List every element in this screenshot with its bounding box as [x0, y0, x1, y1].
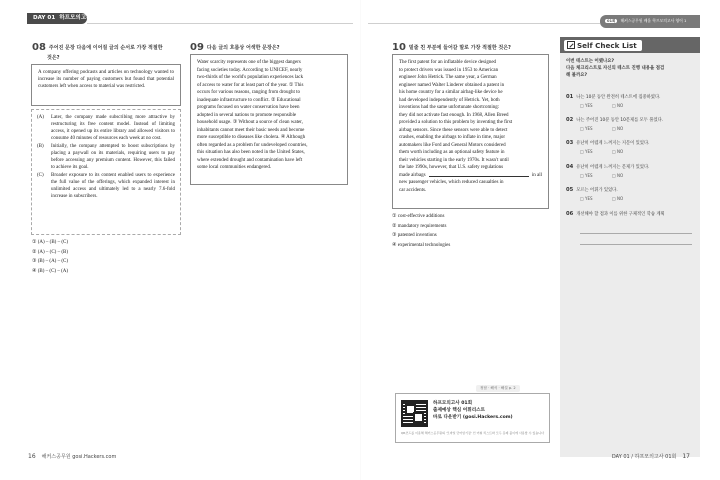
pencil-checkbox-icon — [567, 41, 575, 49]
q10-number: 10 — [392, 42, 406, 53]
no-checkbox[interactable]: □ NO — [612, 102, 624, 108]
q10-passage-box: The first patent for an inflatable device designed to protect drivers was issued in 1953 to American engineer John Hetrick. The same year, a German engineer named Walter Linderer obtained a patent in his home country for a similar airbag-like device he had developed independently of Hetrick. Yet, both inventions had the same unfortunate shortcoming: they did not activate fast enough. In 1968, Allen Breed provided a solution to this problem by inventing the first airbag sensors. Since these sensors were able to detect crashes, enabling the airbags to inflate in time, major automakers like Ford and General Motors considered them worth including as an optional safety feature in their vehicles starting in the early 1970s. It wasn't until the late 1990s, however, that U.S. safety regulations made airbags in all new passenger vehicles, which reduced casualties in car accidents. — [392, 54, 549, 209]
checklist-header — [560, 37, 700, 53]
qr-code-icon[interactable] — [401, 400, 428, 427]
checklist-intro: 이번 테스트는 어땠나요? 다음 체크리스트로 자신의 테스트 진행 내용을 점검 해 볼까요? — [566, 59, 665, 78]
qr-line2: 출제예상 핵심 어휘리스트 — [433, 408, 486, 413]
day-label: DAY 01 — [33, 15, 56, 21]
day-title: 하프모의고사 01회 — [59, 15, 107, 21]
q08-given-box — [31, 64, 181, 106]
q09-passage-box: Water scarcity represents one of the biggest dangers facing societies today. According to UNICEF, nearly two-thirds of the world's population experiences lack of access to water for at least part of the year. ① This occurs for various reasons, ranging from drought to inadequate infrastructure to conflict. ② Educational programs focused on water conservation have been adopted in several nations to promote responsible household usage. ③ Without a source of clean water, inhabitants cannot meet their basic needs and become more susceptible to diseases like cholera. ④ Although often regarded as a problem for undeveloped countries, this situation has also been noted in the United States, where extended drought and contamination have left some local communities endangered. — [190, 54, 348, 185]
right-header-title: 해커스공무원 배움 학프모의고사 영어 1 — [620, 18, 687, 23]
checklist-item-03: 03 유난히 어렵게 느껴지는 지문이 있었다. □ YES □ NO — [566, 140, 650, 154]
q08-option-3[interactable]: ③ (B) – (A) – (C) — [32, 259, 69, 264]
q10-options — [392, 212, 542, 250]
round-badge: 01회 — [607, 19, 616, 23]
footer-left-text: 해커스공무원 gosi.Hackers.com — [41, 454, 117, 460]
yes-checkbox[interactable]: □ YES — [580, 125, 593, 131]
q09-heading — [190, 41, 350, 55]
q08-given-text: A company offering podcasts and articles on technology wanted to increase its number of paying customers but found that potential customers left when access to material was restricted. — [38, 70, 174, 89]
writing-line[interactable] — [580, 233, 692, 234]
q08-options — [32, 238, 152, 276]
qr-note: QR코드를 이용해 해커스공무원의 '모바일 단어암기장' 인 어휘 리스트와 모두 문제 풀이에 사용할 수 있습니다 — [401, 431, 545, 435]
page-number-right: 17 — [682, 453, 690, 460]
self-check-list — [560, 37, 700, 457]
q08-prompt-line1: 주어진 문장 다음에 이어질 글의 순서로 가장 적절한 — [48, 45, 163, 51]
page-gutter — [360, 0, 361, 480]
q10-blank — [429, 172, 529, 178]
q10-option-3[interactable]: ③ patented inventions — [392, 233, 437, 238]
q08-sequence-box — [31, 109, 181, 235]
footer-right — [612, 453, 690, 461]
yes-checkbox[interactable]: □ YES — [580, 102, 593, 108]
q08-item-b: (B) Initially, the company attempted to boost subscriptions by placing a paywall on its materials, requiring users to pay before accessing any premium content. However, this failed to achieve its goal. — [37, 144, 175, 170]
q10-prompt: 밑줄 친 부분에 들어갈 말로 가장 적절한 것은? — [408, 45, 511, 51]
no-checkbox[interactable]: □ NO — [612, 148, 624, 154]
q08-item-a: (A) Later, the company made subscribing more attractive by restructuring its free content model. Instead of limiting access, it opened up its entire library and allowed visitors to consume 40 minutes of resources each week at no cost. — [37, 115, 175, 141]
checklist-title: Self Check List — [564, 40, 642, 51]
q08-option-4[interactable]: ④ (B) – (C) – (A) — [32, 268, 69, 274]
answer-reference: 정답 · 해석 · 해설 p. 2 — [476, 385, 520, 392]
footer-right-text: DAY 01 / 하프모의고사 01회 — [611, 454, 677, 460]
q08-heading — [32, 41, 192, 62]
day-tab — [27, 13, 107, 24]
q10-option-4[interactable]: ④ experimental technologies — [392, 242, 451, 248]
checklist-item-01: 01 나는 10분 동안 완전히 테스트에 집중하였다. □ YES □ NO — [566, 94, 661, 108]
writing-line[interactable] — [580, 244, 692, 245]
q08-item-c: (C) Broader exposure to its content enabled users to experience the full value of the offerings, which expanded interest in unlimited access and ultimately led to a nearly 7.6-fold increase in subscribers. — [37, 173, 175, 199]
yes-checkbox[interactable]: □ YES — [580, 195, 593, 201]
q08-option-2[interactable]: ② (A) – (C) – (B) — [32, 249, 69, 255]
no-checkbox[interactable]: □ NO — [612, 172, 624, 178]
no-checkbox[interactable]: □ NO — [612, 125, 624, 131]
header-rule-left — [87, 23, 353, 24]
q10-option-1[interactable]: ① cost-effective additions — [392, 214, 445, 219]
yes-checkbox[interactable]: □ YES — [580, 172, 593, 178]
q08-option-1[interactable]: ① (A) – (B) – (C) — [32, 240, 69, 245]
header-rule-right — [368, 23, 600, 24]
q10-heading — [392, 41, 557, 55]
qr-download-box[interactable] — [395, 393, 550, 443]
q09-prompt: 다음 글의 흐름상 어색한 문장은? — [206, 45, 280, 51]
checklist-item-04: 04 유난히 어렵게 느껴지는 문제가 있었다. □ YES □ NO — [566, 164, 650, 178]
q09-number: 09 — [190, 42, 204, 53]
checklist-item-06: 06 개선해야 할 점과 이를 위한 구체적인 학습 계획 — [566, 211, 665, 217]
q08-number: 08 — [32, 42, 46, 53]
checklist-item-02: 02 나는 주어진 10분 동안 10문제를 모두 풀었다. □ YES □ NO — [566, 117, 664, 131]
q08-prompt-line2: 것은? — [47, 54, 60, 61]
footer-left — [28, 453, 116, 461]
q10-option-2[interactable]: ② mandatory requirements — [392, 223, 447, 229]
yes-checkbox[interactable]: □ YES — [580, 148, 593, 154]
checklist-item-05: 05 모르는 어휘가 있었다. □ YES □ NO — [566, 187, 696, 201]
qr-line1: 하프모의고사 01회 — [433, 401, 473, 406]
page-number-left: 16 — [28, 453, 36, 460]
right-header-banner — [600, 15, 700, 28]
qr-line3: 바로 다운받기 (gosi.Hackers.com) — [433, 415, 513, 420]
no-checkbox[interactable]: □ NO — [612, 195, 624, 201]
